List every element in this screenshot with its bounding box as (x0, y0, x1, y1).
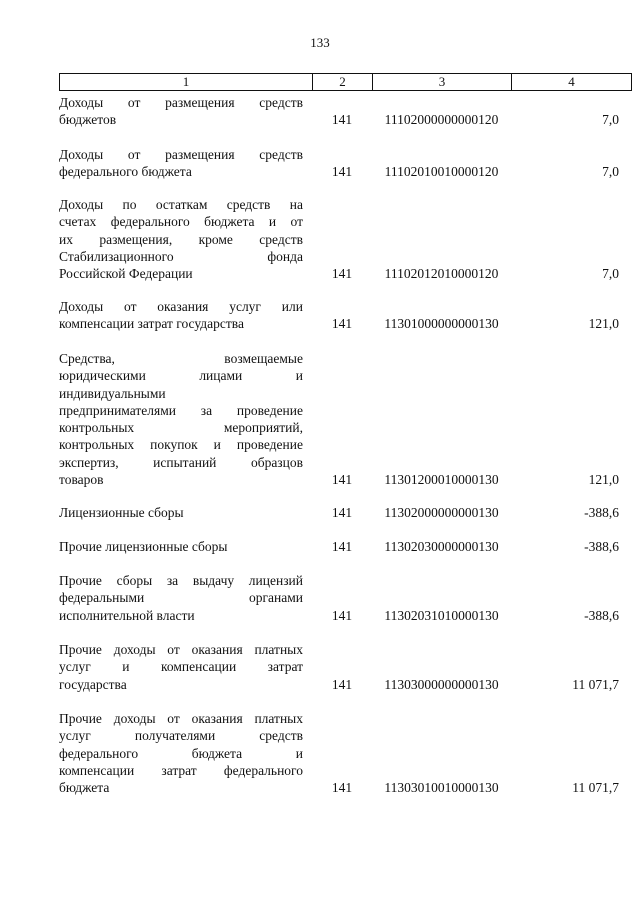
description-line: Прочие доходы от оказания платных (59, 642, 303, 657)
description-line: Доходы по остаткам средств на (59, 197, 303, 212)
description-line: контрольных покупок и проведение (59, 437, 303, 453)
description-line: исполнительной власти (59, 607, 195, 623)
description-line: Средства, возмещаемые (59, 351, 303, 366)
page-number: 133 (310, 35, 330, 50)
budget-code: 11102000000000120 (384, 112, 499, 128)
table-row (0, 298, 640, 333)
amount: 7,0 (602, 112, 619, 128)
amount: -388,6 (584, 505, 619, 520)
admin-code: 141 (331, 505, 353, 520)
description-line: Российской Федерации (59, 266, 193, 282)
header-col-1: 1 (182, 74, 190, 89)
description-line: Прочие лицензионные сборы (59, 539, 228, 554)
table-row (0, 94, 640, 129)
admin-code: 141 (331, 316, 353, 332)
amount: 121,0 (588, 316, 619, 332)
admin-code: 141 (331, 676, 353, 692)
table-row (0, 504, 640, 521)
description-line: Доходы от размещения средств (59, 147, 303, 162)
description-line: Доходы от размещения средств (59, 95, 303, 110)
description-line: экспертиз, испытаний образцов (59, 454, 303, 470)
budget-code: 11301000000000130 (384, 316, 499, 332)
amount: 7,0 (602, 164, 619, 180)
table-row (0, 710, 640, 797)
description-line: Лицензионные сборы (59, 505, 184, 520)
description-line: государства (59, 676, 127, 692)
table-row (0, 350, 640, 488)
row-description (59, 196, 303, 282)
description-line: Прочие доходы от оказания платных (59, 711, 303, 726)
amount: -388,6 (584, 539, 619, 554)
header-col-2: 2 (312, 74, 372, 90)
row-description (59, 350, 303, 488)
amount: 121,0 (588, 472, 619, 488)
admin-code: 141 (331, 539, 353, 554)
admin-code: 141 (331, 112, 353, 128)
row-description (59, 572, 303, 624)
description-line: индивидуальными (59, 385, 166, 401)
header-col-4: 4 (511, 74, 631, 90)
row-description (59, 538, 303, 555)
description-line: Доходы от оказания услуг или (59, 299, 303, 314)
description-line: бюджетов (59, 112, 117, 128)
admin-code: 141 (331, 607, 353, 623)
row-description (59, 710, 303, 796)
row-description (59, 94, 303, 129)
description-line: бюджета (59, 780, 110, 796)
budget-code: 11302030000000130 (384, 539, 499, 554)
row-description (59, 146, 303, 181)
description-line: Прочие сборы за выдачу лицензий (59, 573, 303, 588)
description-line: компенсации затрат государства (59, 316, 244, 332)
table-row (0, 641, 640, 693)
description-line: их размещения, кроме средств (59, 231, 303, 247)
budget-code: 11102012010000120 (384, 266, 499, 282)
budget-code: 11303000000000130 (384, 676, 499, 692)
description-line: услуг и компенсации затрат (59, 659, 303, 675)
budget-code: 11303010010000130 (384, 780, 499, 796)
admin-code: 141 (331, 266, 353, 282)
budget-code: 11301200010000130 (384, 472, 499, 488)
row-description (59, 641, 303, 693)
description-line: юридическими лицами и (59, 368, 303, 384)
description-line: Стабилизационного фонда (59, 248, 303, 264)
row-description (59, 504, 303, 521)
admin-code: 141 (331, 164, 353, 180)
header-col-3: 3 (372, 74, 511, 90)
description-line: товаров (59, 472, 104, 488)
description-line: федеральными органами (59, 590, 303, 606)
budget-code: 11102010010000120 (384, 164, 499, 180)
table-row (0, 146, 640, 181)
amount: 11 071,7 (572, 780, 619, 796)
description-line: предпринимателями за проведение (59, 402, 303, 418)
description-line: счетах федерального бюджета и от (59, 214, 303, 230)
budget-code: 11302031010000130 (384, 607, 499, 623)
description-line: компенсации затрат федерального (59, 762, 303, 778)
table-header (59, 73, 632, 91)
description-line: услуг получателями средств (59, 728, 303, 744)
table-row (0, 196, 640, 283)
amount: 11 071,7 (572, 676, 619, 692)
amount: -388,6 (584, 607, 619, 623)
description-line: федерального бюджета (59, 164, 192, 180)
table-row (0, 572, 640, 624)
row-description (59, 298, 303, 333)
admin-code: 141 (331, 472, 353, 488)
budget-code: 11302000000000130 (384, 505, 499, 520)
admin-code: 141 (331, 780, 353, 796)
description-line: контрольных мероприятий, (59, 420, 303, 436)
table-row (0, 538, 640, 555)
amount: 7,0 (602, 266, 619, 282)
description-line: федерального бюджета и (59, 745, 303, 761)
